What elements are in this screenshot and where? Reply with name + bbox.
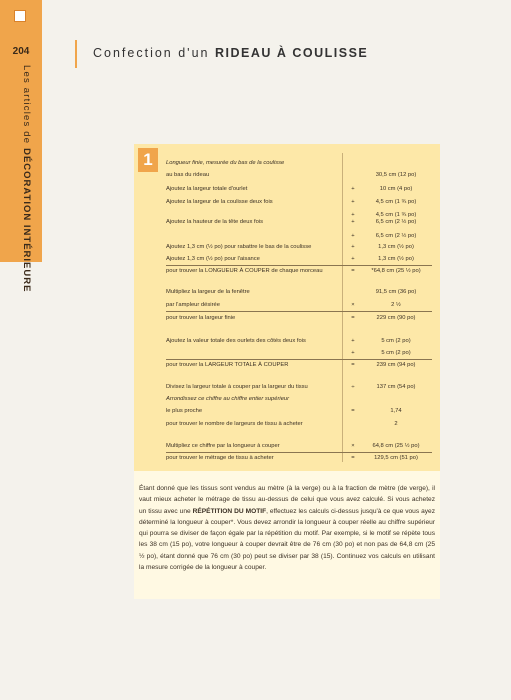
row-label: Longueur finie, mesurée du bas de la coulisse (166, 160, 285, 166)
row-value: 4,5 cm (1 ¾ po) (375, 199, 417, 205)
row-op: = (351, 362, 355, 368)
worksheet-row (166, 405, 432, 417)
worksheet-row (166, 452, 432, 464)
row-value: 1,3 cm (½ po) (378, 244, 414, 250)
row-label: Multipliez la largeur de la fenêtre (166, 289, 250, 295)
worksheet-row (166, 335, 432, 347)
row-value: 1,74 (390, 408, 402, 414)
row-value: 5 cm (2 po) (381, 350, 411, 356)
worksheet-row (166, 393, 432, 405)
row-value: 10 cm (4 po) (379, 186, 413, 192)
row-op: = (351, 408, 355, 414)
row-op: = (351, 315, 355, 321)
row-op: + (351, 244, 355, 250)
section-tab (0, 0, 42, 293)
worksheet-row (166, 265, 432, 277)
row-op: + (351, 186, 355, 192)
row-op: × (351, 443, 355, 449)
worksheet-row (166, 196, 432, 208)
row-label: Ajoutez la largeur de la coulisse deux fois (166, 199, 273, 205)
row-value: 2 ½ (391, 302, 401, 308)
step-number: 1 (138, 148, 158, 172)
worksheet-row (166, 359, 432, 371)
worksheet-row (166, 169, 432, 181)
worksheet-row (166, 157, 432, 169)
row-label: pour trouver la LONGUEUR À COUPER de chaque morceau (166, 268, 323, 274)
row-value: 30,5 cm (12 po) (375, 172, 417, 178)
row-label: pour trouver le métrage de tissu à acheter (166, 455, 274, 461)
page-title: Confection d'un RIDEAU À COULISSE (93, 46, 369, 60)
row-op: × (351, 302, 355, 308)
row-op: + (351, 212, 355, 218)
row-op: + (351, 338, 355, 344)
worksheet-row (166, 299, 432, 312)
row-label: Ajoutez la valeur totale des ourlets des côtés deux fois (166, 338, 306, 344)
notice-text: Étant donné que les tissus sont vendus au mètre (à la verge) ou à la fraction de mètre (de verge), il vaut mieux acheter le métrage de tissu au-dessus de celui que vous avez calculé. Si vous achetez un tissu avec une RÉPÉTITION DU MOTIF, effectuez les calculs ci-dessus jusqu'à ce que vous ayez déterminé la longueur à couper*. Vous devez arrondir la longueur à couper réelle au chiffre supérieur qui pourra se diviser de façon égale par la répétition du motif. Par exemple, si le motif se répète tous les 38 cm (15 po), votre longueur à couper devrait être de 76 cm (30 po) et non pas de 64,8 cm (25 ½ po), étant donné que 76 cm (30 po) peut se diviser par 38 (15). Continuez vos calculs en utilisant la mesure corrigée de la longueur à couper. (139, 485, 436, 572)
row-label: Arrondissez ce chiffre au chiffre entier supérieur (166, 396, 290, 402)
row-value: *64,8 cm (25 ½ po) (371, 268, 421, 274)
row-op: + (351, 256, 355, 262)
section-label: Les articles de DÉCORATION INTÉRIEURE (21, 65, 32, 293)
row-label: par l'ampleur désirée (166, 302, 220, 308)
row-value: 91,5 cm (36 po) (375, 289, 417, 295)
row-value: 2 (394, 421, 398, 427)
row-value: 6,5 cm (2 ½ po) (375, 233, 417, 239)
row-value: 6,5 cm (2 ½ po) (375, 219, 417, 225)
row-op: = (351, 455, 355, 461)
row-label: Ajoutez la hauteur de la tête deux fois (166, 219, 264, 225)
row-value: 4,5 cm (1 ¾ po) (375, 212, 417, 218)
page-number: 204 (12, 46, 30, 57)
row-label: le plus proche (166, 408, 203, 414)
row-value: 5 cm (2 po) (381, 338, 411, 344)
row-label: au bas du rideau (166, 172, 210, 178)
row-label: Ajoutez 1,3 cm (½ po) pour rabattre le bas de la coulisse (166, 244, 312, 250)
worksheet-row (166, 312, 432, 324)
row-op: + (351, 350, 355, 356)
worksheet-row (166, 286, 432, 298)
row-op: = (351, 268, 355, 274)
row-label: Multipliez ce chiffre par la longueur à couper (166, 443, 280, 449)
row-label: pour trouver la largeur finie (166, 315, 236, 321)
worksheet-row (166, 216, 432, 228)
row-label: pour trouver le nombre de largeurs de tissu à acheter (166, 421, 303, 427)
worksheet-row (166, 241, 432, 253)
worksheet-row (166, 381, 432, 393)
row-label: Ajoutez 1,3 cm (½ po) pour l'aisance (166, 256, 260, 262)
row-op: + (351, 219, 355, 225)
worksheet-row (166, 183, 432, 195)
row-op: + (351, 233, 355, 239)
row-label: pour trouver la LARGEUR TOTALE À COUPER (166, 362, 289, 368)
row-op: ÷ (351, 384, 355, 390)
row-value: 64,8 cm (25 ½ po) (372, 443, 420, 449)
row-label: Divisez la largeur totale à couper par la largeur du tissu (166, 384, 308, 390)
row-value: 129,5 cm (51 po) (374, 455, 418, 461)
row-value: 1,3 cm (½ po) (378, 256, 414, 262)
header-accent-bar (75, 40, 77, 68)
square-icon (14, 10, 26, 22)
worksheet-row (166, 418, 432, 430)
notice-box (134, 471, 440, 599)
row-label: Ajoutez la largeur totale d'ourlet (166, 186, 248, 192)
row-value: 229 cm (90 po) (376, 315, 416, 321)
row-value: 239 cm (94 po) (376, 362, 416, 368)
row-op: + (351, 199, 355, 205)
row-value: 137 cm (54 po) (376, 384, 416, 390)
